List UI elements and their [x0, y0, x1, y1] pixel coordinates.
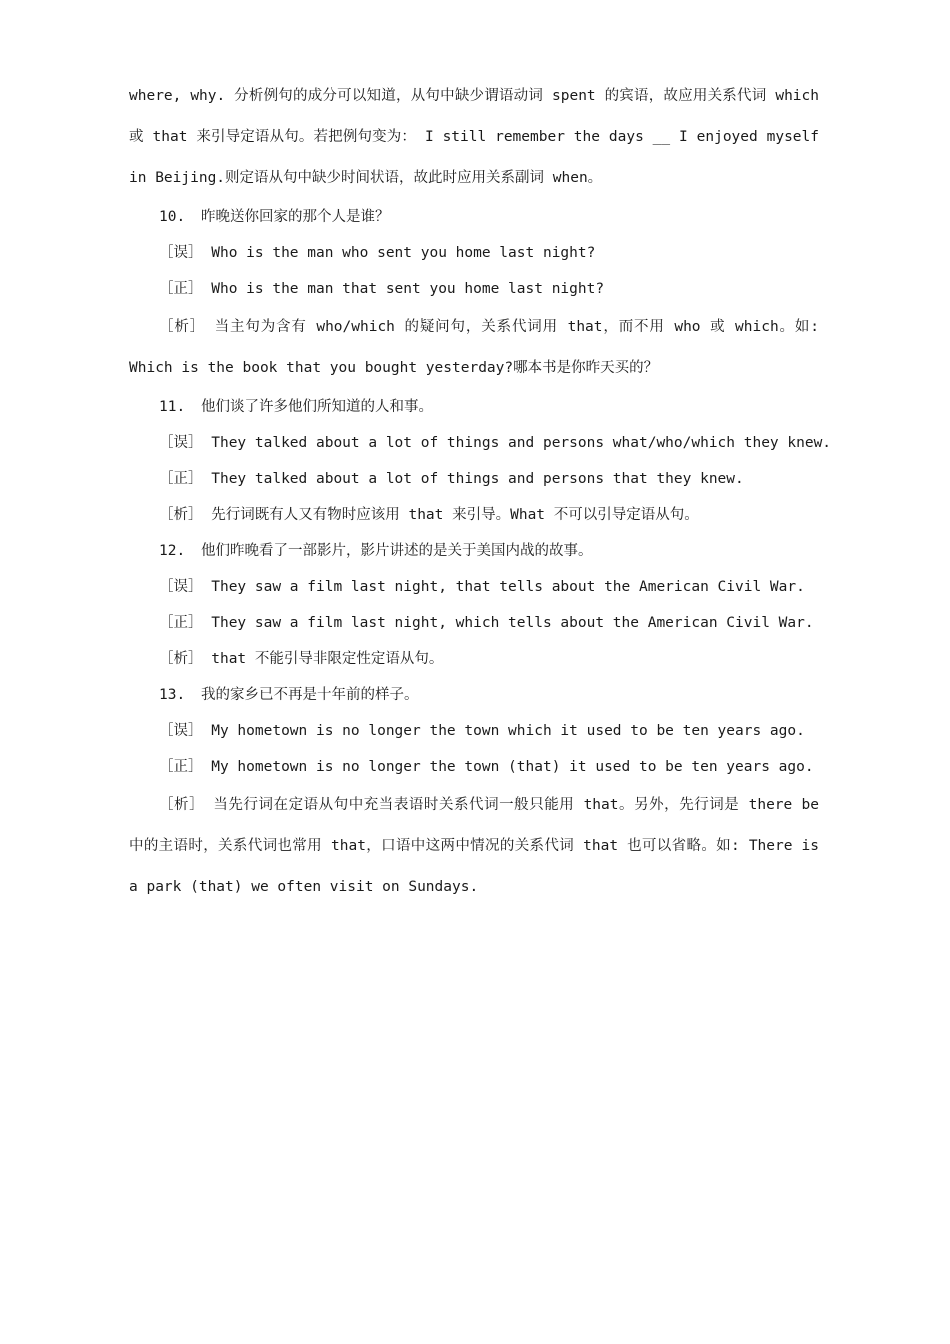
correct-example-13: ［正］ My hometown is no longer the town (that) it used to be ten years ago. — [159, 759, 814, 775]
wrong-example-11: ［误］ They talked about a lot of things and persons what/who/which they knew. — [159, 435, 832, 451]
analysis-11: ［析］ 先行词既有人又有物时应该用 that 来引导。What 不可以引导定语从句。 — [159, 507, 699, 523]
analysis-12: ［析］ that 不能引导非限定性定语从句。 — [159, 651, 444, 667]
document-body — [129, 76, 832, 908]
item-heading-13 — [129, 677, 819, 713]
item-heading-10 — [129, 199, 819, 235]
correct-example-10: ［正］ Who is the man that sent you home last night? — [159, 281, 605, 297]
item-number: 10. — [159, 209, 186, 225]
item-heading-text: 他们昨晚看了一部影片，影片讲述的是关于美国内战的故事。 — [201, 543, 593, 559]
analysis-13: ［析］ 当先行词在定语从句中充当表语时关系代词一般只能用 that。另外，先行词是 there be 中的主语时，关系代词也常用 that，口语中这两中情况的关系代词 that 也可以省略。如: There is a park (that) we often visit on Sundays. — [129, 797, 819, 895]
paragraph-relative-pronoun-analysis: where, why. 分析例句的成分可以知道，从句中缺少谓语动词 spent 的宾语，故应用关系代词 which 或 that 来引导定语从句。若把例句变为： I still remember the days __ I enjoyed myself in Beijing.则定语从句中缺少时间状语，故此时应用关系副词 when。 — [129, 88, 819, 186]
item-number: 12. — [159, 543, 186, 559]
wrong-example-12: ［误］ They saw a film last night, that tells about the American Civil War. — [159, 579, 805, 595]
item-heading-11 — [129, 389, 819, 425]
wrong-example-10: ［误］ Who is the man who sent you home last night? — [159, 245, 596, 261]
wrong-example-13: ［误］ My hometown is no longer the town which it used to be ten years ago. — [159, 723, 805, 739]
item-number: 13. — [159, 687, 186, 703]
correct-example-11: ［正］ They talked about a lot of things and persons that they knew. — [159, 471, 744, 487]
analysis-10: ［析］ 当主句为含有 who/which 的疑问句，关系代词用 that，而不用 who 或 which。如: Which is the book that you bought yesterday?哪本书是你昨天买的？ — [129, 319, 819, 376]
item-heading-text: 我的家乡已不再是十年前的样子。 — [201, 687, 419, 703]
item-heading-text: 昨晚送你回家的那个人是谁？ — [201, 209, 390, 225]
correct-example-12: ［正］ They saw a film last night, which tells about the American Civil War. — [159, 615, 814, 631]
item-heading-text: 他们谈了许多他们所知道的人和事。 — [201, 399, 433, 415]
item-heading-12 — [129, 533, 819, 569]
item-number: 11. — [159, 399, 186, 415]
